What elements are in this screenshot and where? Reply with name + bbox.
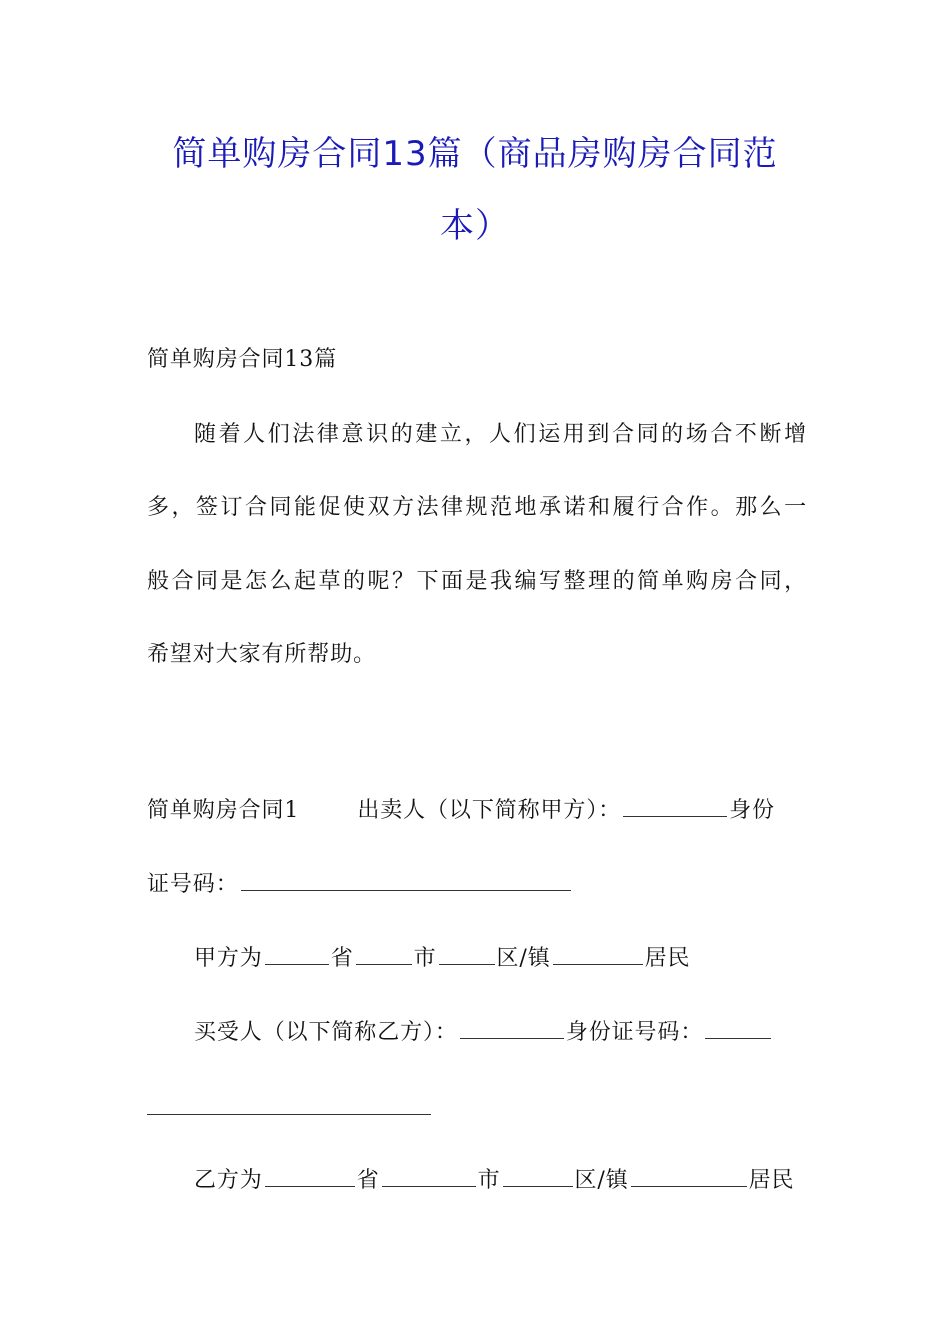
party-a-address-line <box>194 942 807 974</box>
province-label-b: 省 <box>356 1168 380 1193</box>
document-title-line-1: 简单购房合同13篇（商品房购房合同范 <box>172 134 778 174</box>
buyer-id-label: 身份证号码： <box>565 1020 704 1045</box>
seller-id-label-part2: 证号码： <box>147 872 239 897</box>
seller-id-blank[interactable] <box>241 868 571 891</box>
party-a-province-blank[interactable] <box>265 942 329 965</box>
contract-label: 简单购房合同1 <box>147 798 300 823</box>
party-b-city-blank[interactable] <box>382 1164 476 1187</box>
party-a-resident-blank[interactable] <box>553 942 643 965</box>
section-heading: 简单购房合同13篇 <box>147 347 338 372</box>
intro-paragraph-line-1: 随着人们法律意识的建立，人们运用到合同的场合不断增 <box>194 422 807 447</box>
contract-seller-line <box>147 794 807 826</box>
party-b-district-blank[interactable] <box>503 1164 573 1187</box>
party-b-province-blank[interactable] <box>265 1164 355 1187</box>
party-a-city-blank[interactable] <box>356 942 412 965</box>
resident-label-b: 居民 <box>748 1168 795 1193</box>
seller-name-blank[interactable] <box>623 794 727 817</box>
resident-label: 居民 <box>644 946 691 971</box>
party-a-district-blank[interactable] <box>439 942 495 965</box>
intro-paragraph-line-2: 多，签订合同能促使双方法律规范地承诺和履行合作。那么一 <box>147 495 807 520</box>
buyer-name-blank[interactable] <box>460 1016 564 1039</box>
document-title-line-2: 本） <box>440 206 510 246</box>
city-label: 市 <box>413 946 437 971</box>
buyer-line <box>194 1016 807 1048</box>
seller-label: 出卖人（以下简称甲方）： <box>357 798 622 823</box>
party-a-prefix: 甲方为 <box>194 946 263 971</box>
buyer-label: 买受人（以下简称乙方）： <box>194 1020 458 1045</box>
district-label: 区/镇 <box>496 946 551 971</box>
city-label-b: 市 <box>477 1168 501 1193</box>
seller-id-label-part1: 身份 <box>729 798 775 823</box>
intro-paragraph-line-4: 希望对大家有所帮助。 <box>147 642 377 667</box>
party-b-address-line <box>194 1164 807 1196</box>
party-b-prefix: 乙方为 <box>194 1168 263 1193</box>
buyer-id-blank-start[interactable] <box>705 1016 771 1039</box>
buyer-id-blank-continued[interactable] <box>147 1114 431 1115</box>
seller-id-line <box>147 868 807 900</box>
intro-paragraph-line-3: 般合同是怎么起草的呢？下面是我编写整理的简单购房合同， <box>147 569 807 594</box>
province-label: 省 <box>330 946 354 971</box>
party-b-resident-blank[interactable] <box>631 1164 747 1187</box>
district-label-b: 区/镇 <box>574 1168 629 1193</box>
